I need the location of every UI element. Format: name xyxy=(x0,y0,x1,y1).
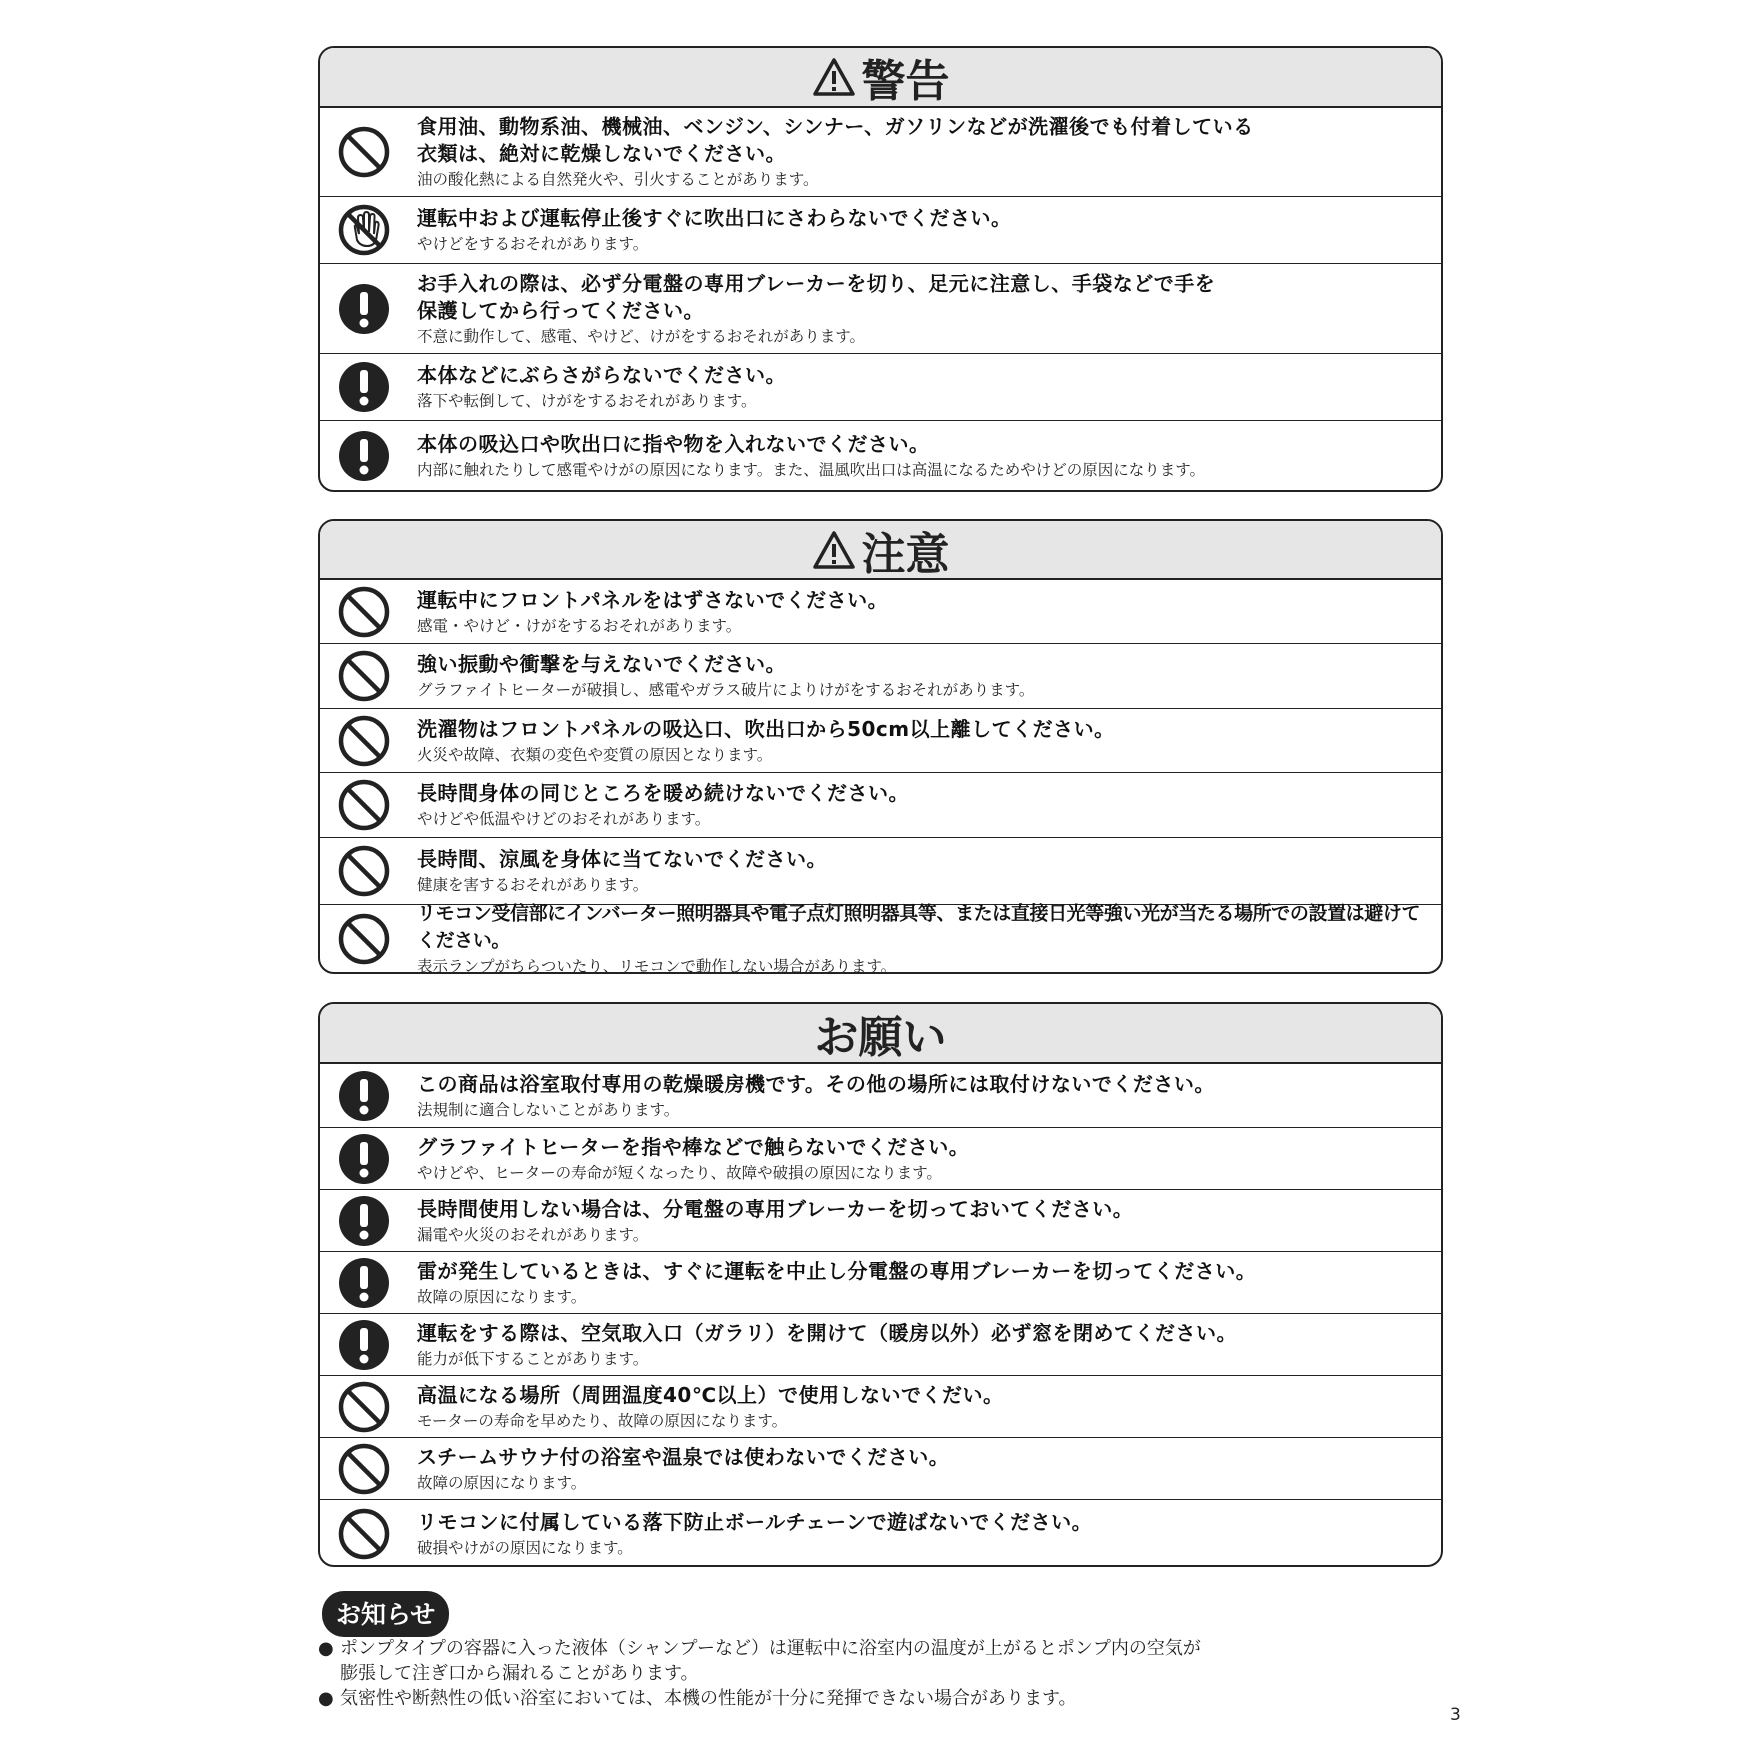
request-item xyxy=(320,1314,1441,1376)
item-description: 能力が低下することがあります。 xyxy=(417,1349,649,1368)
caution-item xyxy=(320,838,1441,905)
item-title: 運転中および運転停止後すぐに吹出口にさわらないでください。 xyxy=(417,206,1012,230)
warning-item xyxy=(320,354,1441,421)
item-title: 高温になる場所（周囲温度40℃以上）で使用しないでくだい。 xyxy=(417,1382,1004,1407)
notice-list xyxy=(318,1636,1318,1711)
item-title: 長時間身体の同じところを暖め続けないでください。 xyxy=(417,781,909,805)
item-title: この商品は浴室取付専用の乾燥暖房機です。その他の場所には取付けないでください。 xyxy=(417,1071,1215,1096)
item-description: 故障の原因になります。 xyxy=(417,1287,587,1306)
item-title: 本体の吸込口や吹出口に指や物を入れないでください。 xyxy=(417,431,930,456)
caution-item xyxy=(320,773,1441,838)
warning-header xyxy=(320,48,1441,108)
caution-title: 注意 xyxy=(861,528,950,580)
bullet-icon: ● xyxy=(318,1688,334,1709)
caution-item xyxy=(320,644,1441,709)
warning-item xyxy=(320,108,1441,197)
bullet-icon: ● xyxy=(318,1638,334,1659)
caution-header xyxy=(320,521,1441,580)
item-title: 長時間使用しない場合は、分電盤の専用ブレーカーを切っておいてください。 xyxy=(417,1196,1134,1221)
notice-label: お知らせ xyxy=(322,1591,449,1637)
item-description: 漏電や火災のおそれがあります。 xyxy=(417,1225,649,1244)
item-description: 健康を害するおそれがあります。 xyxy=(417,876,649,894)
request-box xyxy=(318,1002,1443,1567)
mandatory-icon xyxy=(338,1070,390,1122)
request-header xyxy=(320,1004,1441,1064)
item-title: 強い振動や衝撃を与えないでください。 xyxy=(417,652,786,676)
prohibition-icon xyxy=(338,1443,390,1495)
item-description: やけどや低温やけどのおそれがあります。 xyxy=(417,810,711,828)
item-title: 運転中にフロントパネルをはずさないでください。 xyxy=(417,587,889,612)
request-item xyxy=(320,1128,1441,1190)
prohibition-icon xyxy=(338,126,390,178)
item-title: スチームサウナ付の浴室や温泉では使わないでください。 xyxy=(417,1444,950,1469)
item-title: 食用油、動物系油、機械油、ベンジン、シンナー、ガソリンなどが洗濯後でも付着している 衣類は、絶対に乾燥しないでください。 xyxy=(417,114,1254,166)
warning-item xyxy=(320,197,1441,264)
item-description: 内部に触れたりして感電やけがの原因になります。また、温風吹出口は高温になるためやけどの原因になります。 xyxy=(417,460,1206,479)
item-title: リモコン受信部にインバーター照明器具や電子点灯照明器具等、または直接日光等強い光が当たる場所での設置は避けてください。 xyxy=(417,902,1421,951)
caution-item xyxy=(320,580,1441,644)
mandatory-icon xyxy=(338,1319,390,1371)
no-touch-icon xyxy=(338,204,390,256)
mandatory-icon xyxy=(338,1195,390,1247)
item-description: 感電・やけど・けがをするおそれがあります。 xyxy=(417,616,742,635)
item-description: やけどをするおそれがあります。 xyxy=(417,235,649,253)
request-item xyxy=(320,1252,1441,1314)
caution-box xyxy=(318,519,1443,974)
item-description: 表示ランプがちらついたり、リモコンで動作しない場合があります。 xyxy=(417,957,897,974)
item-title: リモコンに付属している落下防止ボールチェーンで遊ばないでください。 xyxy=(417,1509,1093,1534)
notice-text: ポンプタイプの容器に入った液体（シャンプーなど）は運転中に浴室内の温度が上がるとポンプ内の空気が 膨張して注ぎ口から漏れることがあります。 xyxy=(340,1638,1201,1684)
prohibition-icon xyxy=(338,913,390,965)
prohibition-icon xyxy=(338,650,390,702)
request-item xyxy=(320,1438,1441,1500)
list-item xyxy=(318,1686,1318,1711)
list-item xyxy=(318,1636,1318,1686)
item-description: 油の酸化熱による自然発火や、引火することがあります。 xyxy=(417,170,819,189)
warning-triangle-icon xyxy=(812,530,856,570)
item-title: お手入れの際は、必ず分電盤の専用ブレーカーを切り、足元に注意し、手袋などで手を 保護してから行ってください。 xyxy=(417,271,1216,322)
prohibition-icon xyxy=(338,845,390,897)
prohibition-icon xyxy=(338,715,390,767)
request-item xyxy=(320,1064,1441,1128)
request-item xyxy=(320,1190,1441,1252)
notice-text: 気密性や断熱性の低い浴室においては、本機の性能が十分に発揮できない場合があります。 xyxy=(340,1688,1077,1709)
warning-box xyxy=(318,46,1443,492)
item-description: モーターの寿命を早めたり、故障の原因になります。 xyxy=(417,1411,788,1430)
item-description: 故障の原因になります。 xyxy=(417,1473,587,1492)
item-description: 法規制に適合しないことがあります。 xyxy=(417,1100,680,1119)
item-description: 落下や転倒して、けがをするおそれがあります。 xyxy=(417,392,757,410)
mandatory-icon xyxy=(338,283,390,335)
item-description: グラファイトヒーターが破損し、感電やガラス破片によりけがをするおそれがあります。 xyxy=(417,681,1035,699)
caution-item xyxy=(320,902,1441,974)
mandatory-icon xyxy=(338,1257,390,1309)
item-title: 洗濯物はフロントパネルの吸込口、吹出口から50cm以上離してください。 xyxy=(417,716,1115,741)
item-description: 火災や故障、衣類の変色や変質の原因となります。 xyxy=(417,745,773,764)
request-title: お願い xyxy=(814,1012,947,1063)
caution-item xyxy=(320,709,1441,773)
prohibition-icon xyxy=(338,586,390,638)
request-item xyxy=(320,1500,1441,1567)
mandatory-icon xyxy=(338,430,390,482)
prohibition-icon xyxy=(338,1508,390,1560)
mandatory-icon xyxy=(338,361,390,413)
item-description: 不意に動作して、感電、やけど、けがをするおそれがあります。 xyxy=(417,327,865,345)
prohibition-icon xyxy=(338,1381,390,1433)
item-title: グラファイトヒーターを指や棒などで触らないでください。 xyxy=(417,1134,970,1159)
item-title: 本体などにぶらさがらないでください。 xyxy=(417,363,786,387)
mandatory-icon xyxy=(338,1133,390,1185)
item-title: 運転をする際は、空気取入口（ガラリ）を開けて（暖房以外）必ず窓を閉めてください。 xyxy=(417,1320,1237,1345)
prohibition-icon xyxy=(338,779,390,831)
request-item xyxy=(320,1376,1441,1438)
warning-item xyxy=(320,421,1441,490)
warning-triangle-icon xyxy=(812,57,856,97)
item-title: 雷が発生しているときは、すぐに運転を中止し分電盤の専用ブレーカーを切ってください。 xyxy=(417,1258,1257,1283)
warning-title: 警告 xyxy=(861,56,950,107)
item-title: 長時間、涼風を身体に当てないでください。 xyxy=(417,847,827,871)
warning-item xyxy=(320,264,1441,354)
item-description: 破損やけがの原因になります。 xyxy=(417,1538,633,1557)
item-description: やけどや、ヒーターの寿命が短くなったり、故障や破損の原因になります。 xyxy=(417,1163,942,1182)
page-number: 3 xyxy=(1450,1705,1461,1725)
